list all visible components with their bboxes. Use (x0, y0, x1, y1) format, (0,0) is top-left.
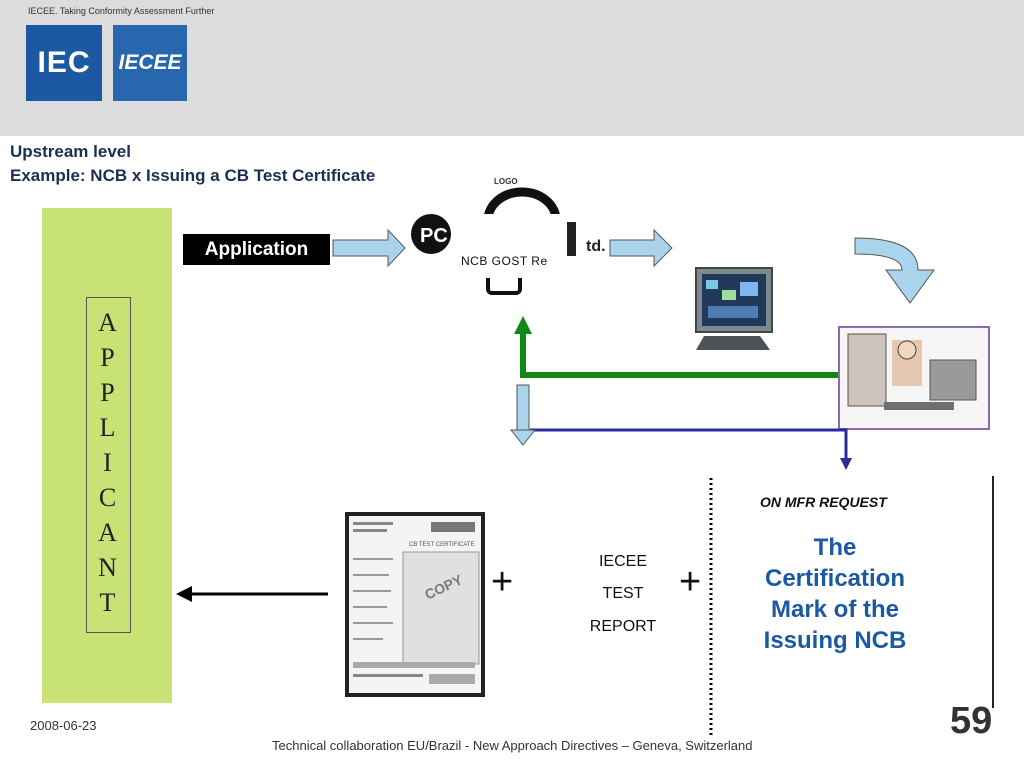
ncb-label-box (455, 214, 567, 278)
ncb-partial-text: td. (586, 238, 606, 255)
cert-mark-line: Certification (764, 565, 905, 592)
report-line-3: REPORT (589, 618, 657, 635)
ncb-logo-caption: LOGO (494, 177, 518, 186)
title-line-2: Example: NCB x Issuing a CB Test Certificate (10, 166, 376, 185)
svg-text:PC: PC (420, 225, 448, 247)
applicant-letter: C (98, 483, 117, 512)
applicant-letter: A (98, 308, 117, 337)
ncb-name: NCB GOST Re (461, 254, 548, 268)
cb-certificate-stamp: COPY (422, 571, 465, 603)
mfr-request-caption: ON MFR REQUEST (760, 494, 887, 510)
page-number: 59 (950, 700, 993, 742)
title-line-1: Upstream level (10, 142, 131, 161)
certification-mark-text (745, 532, 925, 656)
computer-monitor-icon (696, 268, 772, 350)
cb-certificate-document-icon (345, 512, 485, 697)
report-line-1: IECEE (598, 553, 647, 570)
plus-sign-right: + (679, 561, 702, 603)
application-label: Application (183, 234, 330, 265)
applicant-letter: I (103, 448, 112, 477)
blue-arrow-head (840, 458, 852, 470)
cert-mark-line: Issuing NCB (763, 627, 907, 654)
iec-logo: IEC (26, 25, 102, 101)
footer-text: Technical collaboration EU/Brazil - New Approach Directives – Geneva, Switzerland (272, 738, 753, 753)
cert-mark-line: Mark of the (770, 596, 899, 623)
arrow-ncb-to-pc (610, 230, 672, 266)
report-line-2: TEST (602, 585, 644, 602)
applicant-letter: A (98, 518, 117, 547)
blue-flow-line (530, 430, 846, 460)
applicant-letter: N (98, 553, 117, 582)
down-arrow-head (511, 430, 535, 445)
green-flow-line (523, 330, 838, 375)
applicant-letter: P (100, 378, 115, 407)
applicant-letter: P (100, 343, 115, 372)
plus-sign-left: + (491, 561, 514, 603)
header-tagline: IECEE. Taking Conformity Assessment Further (28, 6, 215, 16)
iecee-logo: IECEE (113, 25, 187, 101)
cert-mark-line: The (813, 534, 857, 561)
green-arrow-head (514, 316, 532, 334)
arrow-application-to-ncb (333, 230, 405, 266)
down-arrow-shaft (517, 385, 529, 430)
footer-date: 2008-06-23 (30, 718, 97, 733)
testing-laboratory-icon (839, 327, 989, 429)
applicant-letter: T (99, 588, 116, 617)
curved-arrow-icon (855, 238, 934, 303)
arrow-to-applicant-head (176, 586, 192, 602)
applicant-letter: L (99, 413, 116, 442)
cb-certificate-heading: CB TEST CERTIFICATE (409, 542, 475, 548)
